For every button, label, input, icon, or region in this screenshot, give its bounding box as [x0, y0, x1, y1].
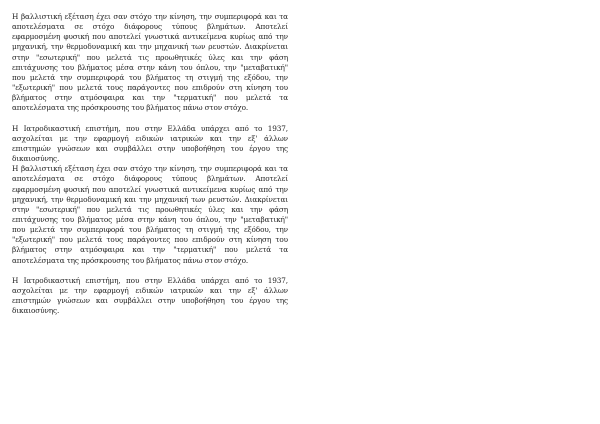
- paragraph-ballistics-1: Η βαλλιστική εξέταση έχει σαν στόχο την κίνηση, την συμπεριφορά και τα αποτελέσματα σε στόχο διάφορους τύπους βλημάτων. Αποτελεί εφαρμοσμένη φυσική που αποτελεί γνωστικά αντικείμενα κυρίως από την μηχανική, την θερμοδυναμική και την μηχανική των ρευστών. Διακρίνεται στην "εσωτερική" που μελετά τις προωθητικές ύλες και την φάση επιτάχυνσης του βλήματος μέσα στην κάνη του όπλου, την "μεταβατική" που μελετά την συμπεριφορά του βλήματος τη στιγμή της εξόδου, την "εξωτερική" που μελετά τους παράγοντες που επιδρούν στη κίνηση του βλήματος στην ατμόσφαιρα και την "τερματική" που μελετά τα αποτελέσματα της πρόσκρουσης του βλήματος πάνω στον στόχο.: [12, 12, 288, 113]
- paragraph-gap: [12, 114, 288, 124]
- text-column: [12, 12, 288, 316]
- paragraph-forensics-2: Η Ιατροδικαστική επιστήμη, που στην Ελλάδα υπάρχει από το 1937, ασχολείται με την εφαρμογή ειδικών ιατρικών και την εξ' άλλων επιστημών γνώσεων και συμβάλλει στην υποβοήθηση του έργου της δικαιοσύνης.: [12, 275, 288, 316]
- paragraph-forensics-1: Η Ιατροδικαστική επιστήμη, που στην Ελλάδα υπάρχει από το 1937, ασχολείται με την εφαρμογή ειδικών ιατρικών και την εξ' άλλων επιστημών γνώσεων και συμβάλλει στην υποβοήθηση του έργου της δικαιοσύνης.: [12, 123, 288, 164]
- paragraph-gap: [12, 266, 288, 276]
- paragraph-ballistics-2: Η βαλλιστική εξέταση έχει σαν στόχο την κίνηση, την συμπεριφορά και τα αποτελέσματα σε στόχο διάφορους τύπους βλημάτων. Αποτελεί εφαρμοσμένη φυσική που αποτελεί γνωστικά αντικείμενα κυρίως από την μηχανική, την θερμοδυναμική και την μηχανική των ρευστών. Διακρίνεται στην "εσωτερική" που μελετά τις προωθητικές ύλες και την φάση επιτάχυνσης του βλήματος μέσα στην κάνη του όπλου, την "μεταβατική" που μελετά την συμπεριφορά του βλήματος τη στιγμή της εξόδου, την "εξωτερική" που μελετά τους παράγοντες που επιδρούν στη κίνηση του βλήματος στην ατμόσφαιρα και την "τερματική" που μελετά τα αποτελέσματα της πρόσκρουσης του βλήματος πάνω στον στόχο.: [12, 164, 288, 265]
